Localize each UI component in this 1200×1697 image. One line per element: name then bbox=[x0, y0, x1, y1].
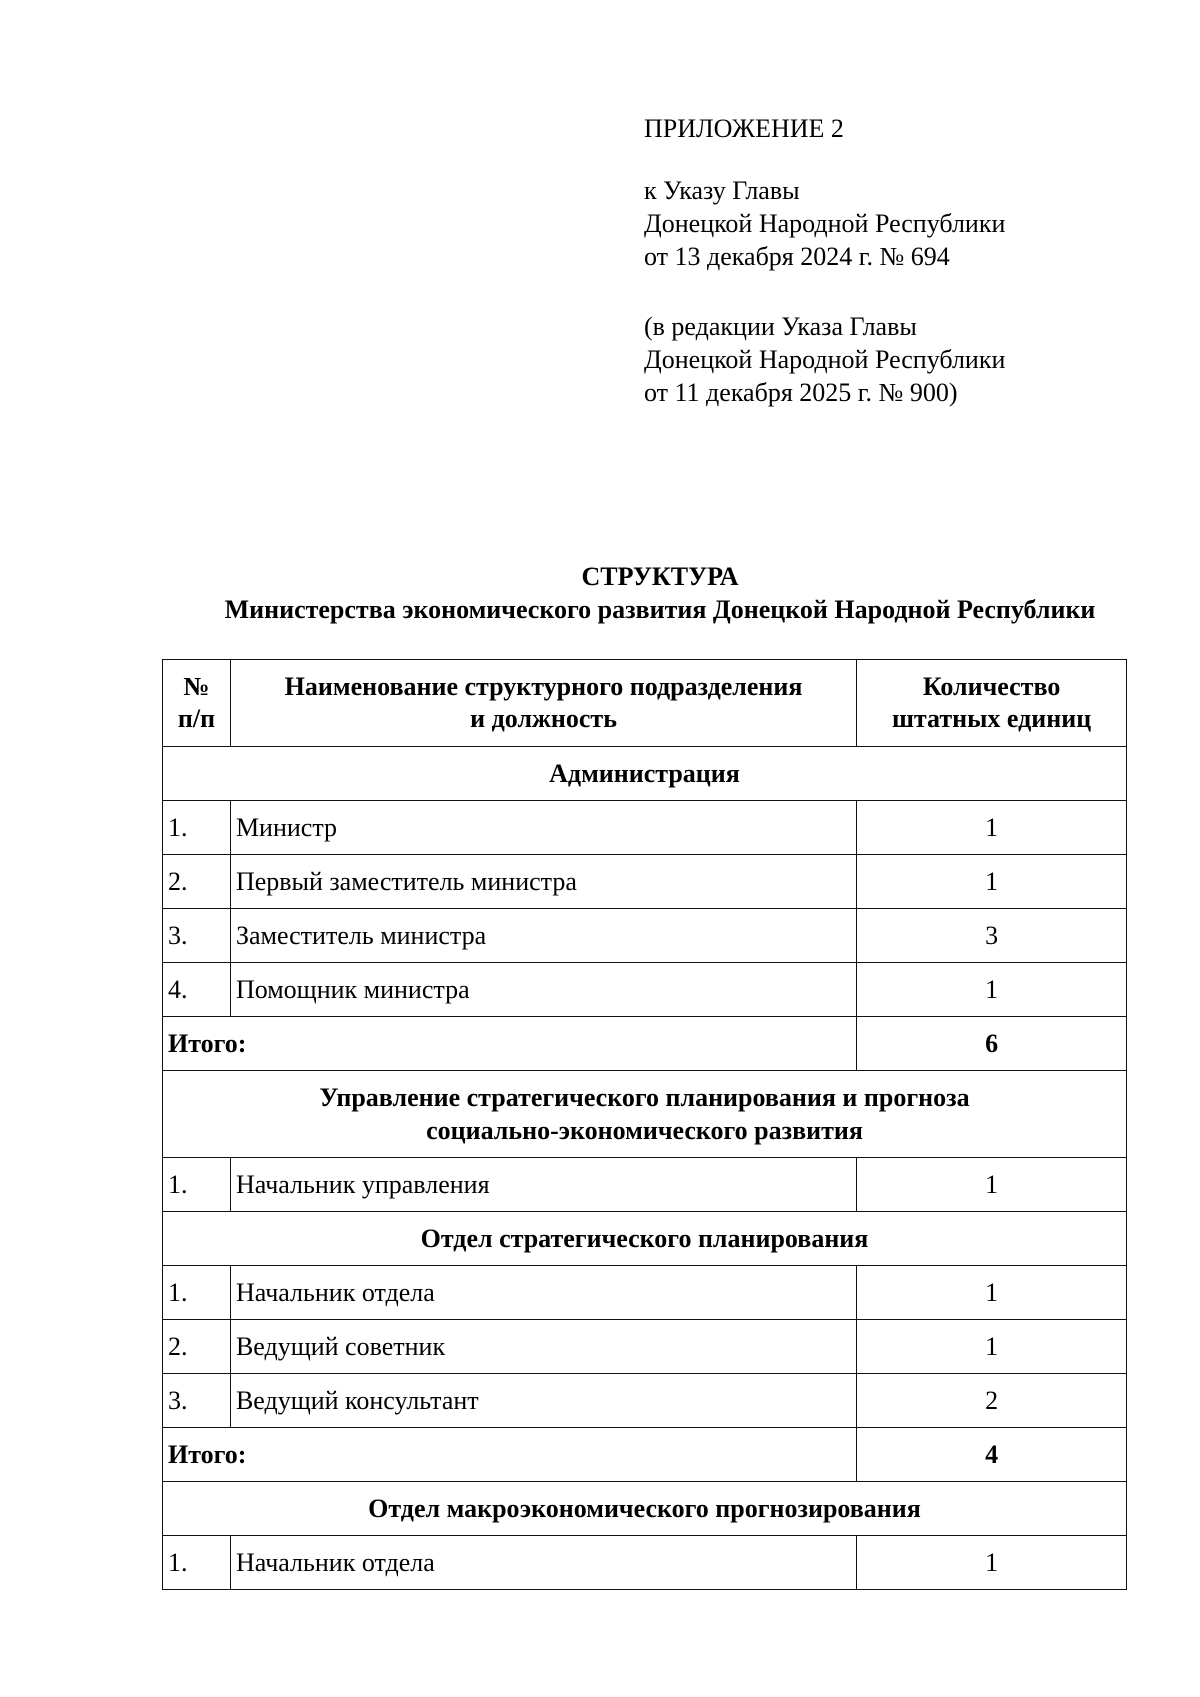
row-position: Начальник отдела bbox=[230, 1536, 856, 1590]
section-title bbox=[163, 1212, 1127, 1266]
table-row bbox=[163, 1158, 1127, 1212]
header-count-line: штатных единиц bbox=[891, 704, 1092, 733]
structure-table-body bbox=[163, 660, 1127, 1590]
section-title-line: Администрация bbox=[549, 759, 740, 788]
row-number: 4. bbox=[163, 963, 231, 1017]
document-heading bbox=[160, 560, 1160, 626]
row-number: 1. bbox=[163, 1158, 231, 1212]
header-num-line: № bbox=[183, 672, 210, 701]
row-count: 2 bbox=[857, 1374, 1127, 1428]
table-row bbox=[163, 1266, 1127, 1320]
heading-title: СТРУКТУРА bbox=[581, 562, 739, 591]
section-title bbox=[163, 747, 1127, 801]
row-number: 1. bbox=[163, 1536, 231, 1590]
section-row bbox=[163, 1212, 1127, 1266]
table-header-row bbox=[163, 660, 1127, 747]
header-name-line: Наименование структурного подразделения bbox=[284, 672, 803, 701]
row-position: Начальник отдела bbox=[230, 1266, 856, 1320]
annex-revision-line-1: (в редакции Указа Главы bbox=[644, 312, 917, 341]
row-number: 3. bbox=[163, 909, 231, 963]
table-row bbox=[163, 1374, 1127, 1428]
row-count: 1 bbox=[857, 1158, 1127, 1212]
row-count: 1 bbox=[857, 1320, 1127, 1374]
table-row bbox=[163, 1536, 1127, 1590]
table-row bbox=[163, 963, 1127, 1017]
row-number: 3. bbox=[163, 1374, 231, 1428]
section-title-line: Отдел макроэкономического прогнозирования bbox=[368, 1494, 921, 1523]
section-row bbox=[163, 1482, 1127, 1536]
row-position: Первый заместитель министра bbox=[230, 855, 856, 909]
row-position: Начальник управления bbox=[230, 1158, 856, 1212]
row-count: 1 bbox=[857, 801, 1127, 855]
section-row bbox=[163, 747, 1127, 801]
row-count: 1 bbox=[857, 1536, 1127, 1590]
row-number: 2. bbox=[163, 855, 231, 909]
row-number: 1. bbox=[163, 801, 231, 855]
header-name bbox=[230, 660, 856, 747]
row-count: 3 bbox=[857, 909, 1127, 963]
total-row bbox=[163, 1428, 1127, 1482]
row-position: Министр bbox=[230, 801, 856, 855]
annex-decree-line-1: к Указу Главы bbox=[644, 176, 800, 205]
section-title-line: социально-экономического развития bbox=[426, 1116, 863, 1145]
table-row bbox=[163, 1320, 1127, 1374]
table-row bbox=[163, 909, 1127, 963]
section-row bbox=[163, 1071, 1127, 1158]
section-title bbox=[163, 1482, 1127, 1536]
table-row bbox=[163, 855, 1127, 909]
header-count bbox=[857, 660, 1127, 747]
row-position: Ведущий советник bbox=[230, 1320, 856, 1374]
row-position: Помощник министра bbox=[230, 963, 856, 1017]
section-title-line: Управление стратегического планирования и прогноза bbox=[319, 1083, 970, 1112]
header-num-line: п/п bbox=[177, 704, 216, 733]
row-count: 1 bbox=[857, 963, 1127, 1017]
total-row bbox=[163, 1017, 1127, 1071]
row-position: Заместитель министра bbox=[230, 909, 856, 963]
table-row bbox=[163, 801, 1127, 855]
annex-decree-line-3: от 13 декабря 2024 г. № 694 bbox=[644, 242, 950, 271]
total-label: Итого: bbox=[163, 1017, 857, 1071]
row-number: 2. bbox=[163, 1320, 231, 1374]
header-num bbox=[163, 660, 231, 747]
annex-revision-line-2: Донецкой Народной Республики bbox=[644, 345, 1006, 374]
heading-subtitle: Министерства экономического развития Донецкой Народной Республики bbox=[224, 595, 1096, 624]
row-position: Ведущий консультант bbox=[230, 1374, 856, 1428]
total-value: 6 bbox=[857, 1017, 1127, 1071]
section-title-line: Отдел стратегического планирования bbox=[420, 1224, 869, 1253]
section-title bbox=[163, 1071, 1127, 1158]
annex-block bbox=[644, 112, 1005, 409]
total-value: 4 bbox=[857, 1428, 1127, 1482]
header-name-line: и должность bbox=[470, 704, 617, 733]
row-number: 1. bbox=[163, 1266, 231, 1320]
header-count-line: Количество bbox=[922, 672, 1061, 701]
row-count: 1 bbox=[857, 1266, 1127, 1320]
annex-decree-line-2: Донецкой Народной Республики bbox=[644, 209, 1006, 238]
annex-title: ПРИЛОЖЕНИЕ 2 bbox=[644, 114, 844, 143]
structure-table bbox=[162, 659, 1127, 1590]
total-label: Итого: bbox=[163, 1428, 857, 1482]
row-count: 1 bbox=[857, 855, 1127, 909]
annex-revision-line-3: от 11 декабря 2025 г. № 900) bbox=[644, 378, 958, 407]
